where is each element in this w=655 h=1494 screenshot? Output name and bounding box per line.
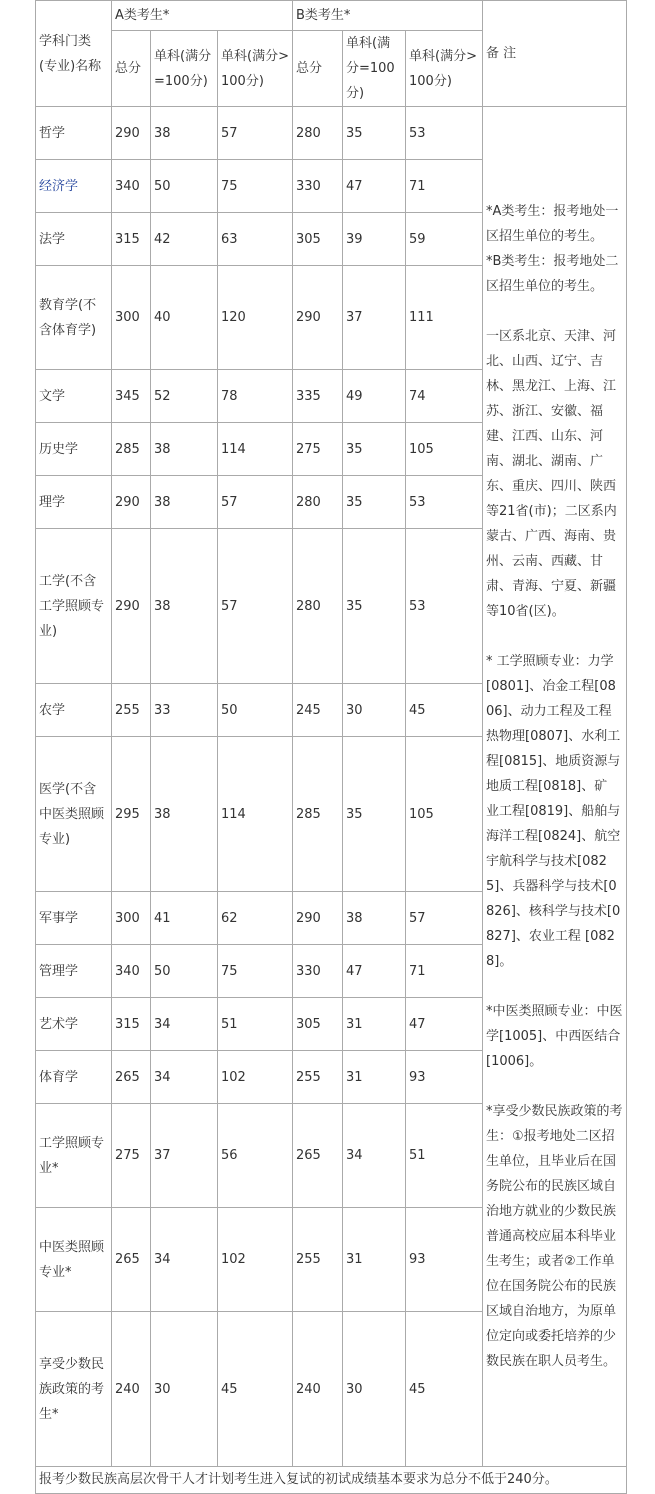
cell-subject-name: 管理学 <box>36 945 112 998</box>
cell-subject-name: 医学(不含中医类照顾专业) <box>36 737 112 892</box>
remark-paragraph: *A类考生：报考地处一区招生单位的考生。 <box>486 204 619 244</box>
cell-b-single-100: 35 <box>343 529 406 684</box>
cell-a-single-100: 38 <box>151 476 218 529</box>
cell-a-single-100: 41 <box>151 892 218 945</box>
remark-paragraph: *中医类照顾专业：中医学[1005]、中西医结合[1006]。 <box>486 1004 623 1069</box>
cell-a-single-over-100: 120 <box>218 266 293 370</box>
cell-a-single-over-100: 63 <box>218 213 293 266</box>
cell-b-single-100: 34 <box>343 1104 406 1208</box>
cell-b-single-over-100: 105 <box>406 737 483 892</box>
cell-a-single-100: 30 <box>151 1312 218 1467</box>
cell-a-single-100: 38 <box>151 529 218 684</box>
cell-a-single-over-100: 56 <box>218 1104 293 1208</box>
cell-a-total: 290 <box>112 529 151 684</box>
cell-a-single-over-100: 114 <box>218 737 293 892</box>
cell-a-total: 240 <box>112 1312 151 1467</box>
cell-b-total: 280 <box>293 529 343 684</box>
cell-subject-name: 教育学(不含体育学) <box>36 266 112 370</box>
cell-b-total: 240 <box>293 1312 343 1467</box>
cell-b-single-100: 35 <box>343 423 406 476</box>
cell-b-single-100: 35 <box>343 737 406 892</box>
cell-b-single-100: 31 <box>343 1208 406 1312</box>
cell-b-single-over-100: 71 <box>406 160 483 213</box>
cell-b-total: 330 <box>293 160 343 213</box>
header-a-single-100: 单科(满分=100分) <box>151 31 218 107</box>
cell-b-single-over-100: 59 <box>406 213 483 266</box>
cell-a-single-over-100: 75 <box>218 160 293 213</box>
cell-a-total: 300 <box>112 266 151 370</box>
cell-b-single-over-100: 71 <box>406 945 483 998</box>
cell-b-single-over-100: 111 <box>406 266 483 370</box>
cell-b-total: 290 <box>293 266 343 370</box>
cell-a-single-over-100: 75 <box>218 945 293 998</box>
cell-a-single-100: 40 <box>151 266 218 370</box>
cell-a-single-over-100: 57 <box>218 476 293 529</box>
score-table-container <box>35 0 627 1494</box>
remark-spacer <box>486 1074 624 1099</box>
cell-b-total: 335 <box>293 370 343 423</box>
cell-b-total: 280 <box>293 107 343 160</box>
remark-spacer <box>486 624 624 649</box>
remarks-cell <box>483 107 627 1467</box>
cell-a-single-100: 38 <box>151 107 218 160</box>
cell-b-single-100: 37 <box>343 266 406 370</box>
cell-subject-name: 法学 <box>36 213 112 266</box>
cell-a-single-over-100: 78 <box>218 370 293 423</box>
cell-b-total: 280 <box>293 476 343 529</box>
cell-b-single-over-100: 93 <box>406 1208 483 1312</box>
cell-b-single-100: 35 <box>343 476 406 529</box>
cell-b-total: 255 <box>293 1208 343 1312</box>
cell-a-single-over-100: 102 <box>218 1208 293 1312</box>
cell-b-single-100: 47 <box>343 160 406 213</box>
cell-b-single-over-100: 53 <box>406 476 483 529</box>
cell-a-single-100: 34 <box>151 998 218 1051</box>
cell-subject-name: 艺术学 <box>36 998 112 1051</box>
cell-b-single-100: 31 <box>343 998 406 1051</box>
cell-a-total: 295 <box>112 737 151 892</box>
header-subject: 学科门类(专业)名称 <box>36 1 112 107</box>
cell-a-single-100: 50 <box>151 945 218 998</box>
cell-a-total: 290 <box>112 107 151 160</box>
cell-a-single-100: 50 <box>151 160 218 213</box>
cell-b-total: 265 <box>293 1104 343 1208</box>
cell-b-total: 305 <box>293 998 343 1051</box>
cell-a-single-100: 37 <box>151 1104 218 1208</box>
remark-spacer <box>486 299 624 324</box>
cell-a-single-100: 52 <box>151 370 218 423</box>
cell-b-single-over-100: 47 <box>406 998 483 1051</box>
cell-a-single-100: 33 <box>151 684 218 737</box>
cell-b-single-over-100: 57 <box>406 892 483 945</box>
cell-a-total: 315 <box>112 213 151 266</box>
cell-a-single-100: 38 <box>151 737 218 892</box>
cell-b-single-100: 35 <box>343 107 406 160</box>
cell-b-total: 330 <box>293 945 343 998</box>
cell-a-single-100: 42 <box>151 213 218 266</box>
cell-a-total: 265 <box>112 1208 151 1312</box>
cell-a-single-over-100: 62 <box>218 892 293 945</box>
cell-subject-name: 历史学 <box>36 423 112 476</box>
cell-b-single-100: 31 <box>343 1051 406 1104</box>
cell-a-single-over-100: 45 <box>218 1312 293 1467</box>
cell-a-single-over-100: 114 <box>218 423 293 476</box>
cell-b-single-over-100: 51 <box>406 1104 483 1208</box>
cell-subject-name: 体育学 <box>36 1051 112 1104</box>
cell-a-single-over-100: 57 <box>218 107 293 160</box>
cell-b-total: 285 <box>293 737 343 892</box>
cell-a-total: 300 <box>112 892 151 945</box>
cell-subject-name: 工学(不含工学照顾专业) <box>36 529 112 684</box>
remark-paragraph: *享受少数民族政策的考生：①报考地处二区招生单位，且毕业后在国务院公布的民族区域自治地方就业的少数民族普通高校应届本科毕业生考生；或者②工作单位在国务院公布的民族区域自治地方，为原单位定向或委托培养的少数民族在职人员考生。 <box>486 1104 623 1369</box>
cell-b-single-over-100: 45 <box>406 684 483 737</box>
score-table <box>35 0 627 1494</box>
cell-a-single-over-100: 50 <box>218 684 293 737</box>
table-row <box>36 107 627 160</box>
cell-subject-name: 文学 <box>36 370 112 423</box>
remark-paragraph: 一区系北京、天津、河北、山西、辽宁、吉林、黑龙江、上海、江苏、浙江、安徽、福建、江西、山东、河南、湖北、湖南、广东、重庆、四川、陕西等21省(市)；二区系内蒙古、广西、海南、贵州、云南、西藏、甘肃、青海、宁夏、新疆等10省(区)。 <box>486 329 617 619</box>
cell-a-single-over-100: 51 <box>218 998 293 1051</box>
cell-b-single-100: 38 <box>343 892 406 945</box>
footer-note: 报考少数民族高层次骨干人才计划考生进入复试的初试成绩基本要求为总分不低于240分。 <box>36 1467 627 1494</box>
cell-b-single-over-100: 74 <box>406 370 483 423</box>
cell-a-total: 275 <box>112 1104 151 1208</box>
header-b-total: 总分 <box>293 31 343 107</box>
cell-b-total: 305 <box>293 213 343 266</box>
cell-a-total: 255 <box>112 684 151 737</box>
cell-a-total: 340 <box>112 160 151 213</box>
cell-b-single-over-100: 45 <box>406 1312 483 1467</box>
header-group-a: A类考生* <box>112 1 293 31</box>
header-a-total: 总分 <box>112 31 151 107</box>
cell-a-total: 345 <box>112 370 151 423</box>
cell-b-total: 245 <box>293 684 343 737</box>
cell-b-total: 290 <box>293 892 343 945</box>
cell-subject-name: 工学照顾专业* <box>36 1104 112 1208</box>
header-b-single-100: 单科(满分=100分) <box>343 31 406 107</box>
cell-a-single-over-100: 102 <box>218 1051 293 1104</box>
cell-b-single-over-100: 53 <box>406 107 483 160</box>
header-a-single-over-100: 单科(满分>100分) <box>218 31 293 107</box>
cell-b-single-over-100: 93 <box>406 1051 483 1104</box>
cell-b-single-over-100: 105 <box>406 423 483 476</box>
cell-b-single-over-100: 53 <box>406 529 483 684</box>
cell-b-single-100: 39 <box>343 213 406 266</box>
cell-b-total: 275 <box>293 423 343 476</box>
header-group-b: B类考生* <box>293 1 483 31</box>
header-b-single-over-100: 单科(满分>100分) <box>406 31 483 107</box>
cell-subject-name: 农学 <box>36 684 112 737</box>
remark-spacer <box>486 974 624 999</box>
cell-b-total: 255 <box>293 1051 343 1104</box>
cell-subject-name: 享受少数民族政策的考生* <box>36 1312 112 1467</box>
cell-subject-name: 中医类照顾专业* <box>36 1208 112 1312</box>
cell-b-single-100: 49 <box>343 370 406 423</box>
cell-a-total: 285 <box>112 423 151 476</box>
remark-paragraph: *B类考生：报考地处二区招生单位的考生。 <box>486 254 619 294</box>
cell-a-single-100: 38 <box>151 423 218 476</box>
cell-a-single-100: 34 <box>151 1051 218 1104</box>
cell-subject-name: 军事学 <box>36 892 112 945</box>
cell-b-single-100: 30 <box>343 684 406 737</box>
cell-a-single-100: 34 <box>151 1208 218 1312</box>
cell-a-total: 290 <box>112 476 151 529</box>
cell-a-total: 340 <box>112 945 151 998</box>
cell-a-single-over-100: 57 <box>218 529 293 684</box>
cell-subject-name: 哲学 <box>36 107 112 160</box>
header-remarks: 备 注 <box>483 1 627 107</box>
remark-paragraph: * 工学照顾专业：力学[0801]、冶金工程[0806]、动力工程及工程热物理[0807]、水利工程[0815]、地质资源与地质工程[0818]、矿 业工程[0819]、船舶与海洋工程[0824]、航空宇航科学与技术[0825]、兵器科学与技术[0826]、核科学与技术[0827]、农业工程 [0828]。 <box>486 654 621 969</box>
cell-b-single-100: 30 <box>343 1312 406 1467</box>
cell-a-total: 315 <box>112 998 151 1051</box>
cell-subject-name: 理学 <box>36 476 112 529</box>
cell-a-total: 265 <box>112 1051 151 1104</box>
cell-subject-name[interactable]: 经济学 <box>36 160 112 213</box>
cell-b-single-100: 47 <box>343 945 406 998</box>
